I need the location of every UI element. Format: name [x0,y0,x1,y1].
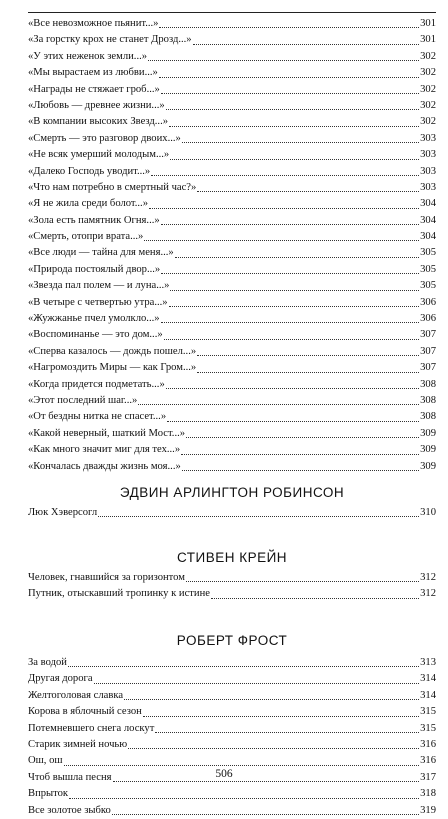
dot-leader [170,290,419,291]
dot-leader [161,93,419,94]
toc-entry [28,295,436,311]
toc-entry-page: 307 [420,329,436,341]
toc-entry-page: 308 [420,378,436,390]
toc-entry-title: Люк Хэверсогл [28,506,98,518]
toc-entry-page: 301 [420,17,436,29]
toc-entry-page: 314 [420,689,436,701]
toc-entry-page: 304 [420,214,436,226]
toc-entry [28,570,436,586]
toc-entry [28,278,436,294]
toc-entry-title: «Смерть, отопри врата...» [28,231,144,243]
toc-entry-title: Потемневшего снега лоскут [28,722,155,734]
dot-leader [161,322,420,323]
toc-entry [28,262,436,278]
toc-entry-page: 319 [420,804,436,816]
dot-leader [169,126,419,127]
toc-entry [28,49,436,65]
toc-entry-page: 306 [420,296,436,308]
toc-entry-page: 305 [420,263,436,275]
dot-leader [113,781,420,782]
toc-entry-title: «Жужжанье пчел умолкло...» [28,313,160,325]
toc-entry-page: 302 [420,67,436,79]
toc-entry-title: «Когда придется подметать...» [28,378,165,390]
dot-leader [197,191,419,192]
dot-leader [211,598,419,599]
author-heading-crane: СТИВЕН КРЕЙН [176,550,288,565]
dot-leader [170,159,419,160]
dot-leader [181,454,419,455]
toc-entry-page: 316 [420,755,436,767]
toc-entry-title: Впрыток [28,788,69,800]
dot-leader [186,581,419,582]
toc-entry-title: «Как много значит миг для тех...» [28,444,181,456]
dot-leader [182,470,419,471]
toc-entry-title: Желтоголовая славка [28,689,124,701]
dot-leader [161,273,419,274]
toc-entry [28,409,436,425]
toc-entry [28,245,436,261]
toc-entry [28,344,436,360]
dot-leader [159,27,419,28]
dot-leader [64,765,420,766]
toc-entry-page: 307 [420,362,436,374]
toc-entry-page: 315 [420,706,436,718]
toc-entry-title: Старик зимней ночью [28,738,128,750]
toc-entry-title: «Этот последний шаг...» [28,394,138,406]
toc-entry-title: «Какой неверный, шаткий Мост...» [28,427,186,439]
toc-entry-title: «Все люди — тайна для меня...» [28,247,174,259]
toc-entry [28,688,436,704]
dot-leader [186,437,419,438]
dot-leader [128,748,419,749]
dot-leader [169,306,420,307]
toc-entry-title: «Нагромоздить Миры — как Гром...» [28,362,197,374]
toc-entry-title: «Я не жила среди болот...» [28,198,148,210]
toc-entry [28,459,436,475]
toc-entry-page: 310 [420,506,436,518]
dot-leader [182,142,419,143]
toc-entry-page: 308 [420,411,436,423]
dot-leader [94,683,420,684]
dot-leader [159,77,419,78]
toc-entry [28,32,436,48]
dot-leader [112,814,419,815]
toc-entry [28,737,436,753]
toc-entry [28,16,436,32]
dot-leader [124,699,419,700]
toc-entry [28,229,436,245]
toc-entry-page: 309 [420,427,436,439]
toc-entry-title: «Сперва казалось — дождь пошел...» [28,345,197,357]
toc-entry [28,196,436,212]
toc-entry-page: 312 [420,588,436,600]
toc-entry-title: «Что нам потребно в смертный час?» [28,181,197,193]
toc-entry-page: 302 [420,50,436,62]
toc-entry [28,164,436,180]
dot-leader [148,60,419,61]
page-number: 506 [215,768,233,780]
toc-entry-page: 302 [420,99,436,111]
dot-leader [167,421,419,422]
toc-entry-title: «Смерть — это разговор двоих...» [28,132,181,144]
dot-leader [161,224,419,225]
toc-entry [28,311,436,327]
top-rule [28,12,436,13]
toc-entry-page: 303 [420,132,436,144]
toc-entry [28,586,436,602]
toc-entry-page: 304 [420,231,436,243]
toc-entry-page: 302 [420,83,436,95]
dot-leader [69,798,419,799]
toc-entry-title: Чтоб вышла песня [28,771,112,783]
toc-entry-page: 305 [420,280,436,292]
toc-section-4 [28,655,436,819]
toc-section-2 [28,505,436,521]
toc-entry [28,327,436,343]
dot-leader [143,716,419,717]
toc-entry-page: 309 [420,444,436,456]
toc-entry [28,786,436,802]
toc-entry-page: 308 [420,394,436,406]
toc-entry-title: За водой [28,656,67,668]
toc-entry-title: «За горстку крох не станет Дрозд...» [28,34,192,46]
toc-entry-title: «У этих неженок земли...» [28,50,148,62]
toc-entry-page: 303 [420,149,436,161]
toc-section-3 [28,570,436,603]
toc-entry-title: «Далеко Господь уводит...» [28,165,151,177]
toc-entry [28,655,436,671]
toc-entry-title: «Зола есть памятник Огня...» [28,214,160,226]
toc-entry [28,114,436,130]
toc-entry [28,98,436,114]
toc-entry [28,82,436,98]
toc-entry-page: 305 [420,247,436,259]
toc-entry-page: 301 [420,34,436,46]
toc-entry [28,704,436,720]
toc-entry-page: 306 [420,313,436,325]
dot-leader [193,44,420,45]
toc-entry [28,360,436,376]
toc-entry-title: «Кончалась дважды жизнь моя...» [28,460,181,472]
toc-entry-title: Другая дорога [28,673,93,685]
author-heading-frost: РОБЕРТ ФРОСТ [176,633,288,648]
dot-leader [175,257,419,258]
dot-leader [149,208,419,209]
toc-entry-title: Человек, гнавшийся за горизонтом [28,571,185,583]
toc-entry-page: 302 [420,116,436,128]
toc-entry-page: 315 [420,722,436,734]
toc-entry-title: Ош, ош [28,755,63,767]
dot-leader [166,109,419,110]
toc-entry-title: «Все невозможное пьянит...» [28,17,159,29]
toc-entry [28,180,436,196]
dot-leader [138,404,419,405]
toc-entry-title: «Природа постоялый двор...» [28,263,161,275]
dot-leader [68,666,419,667]
dot-leader [144,240,419,241]
toc-entry [28,803,436,819]
toc-entry-page: 303 [420,181,436,193]
toc-entry-title: Корова в яблочный сезон [28,706,142,718]
toc-entry-title: «Любовь — древнее жизни...» [28,99,165,111]
toc-section-1 [28,16,436,475]
toc-entry [28,671,436,687]
toc-entry-page: 303 [420,165,436,177]
toc-entry-title: «Награды не стяжает гроб...» [28,83,160,95]
toc-entry-title: «Звезда пал полем — и луна...» [28,280,170,292]
toc-entry-page: 309 [420,460,436,472]
toc-entry-page: 314 [420,673,436,685]
dot-leader [98,516,419,517]
toc-entry [28,393,436,409]
dot-leader [151,175,419,176]
dot-leader [164,339,419,340]
toc-entry [28,147,436,163]
toc-entry-page: 304 [420,198,436,210]
toc-entry-title: «Мы вырастаем из любви...» [28,67,158,79]
toc-entry [28,505,436,521]
toc-entry [28,213,436,229]
toc-entry-page: 317 [420,771,436,783]
dot-leader [197,372,419,373]
toc-entry [28,426,436,442]
toc-entry [28,377,436,393]
toc-entry-page: 312 [420,571,436,583]
dot-leader [166,388,419,389]
toc-entry [28,65,436,81]
dot-leader [197,355,419,356]
toc-entry-page: 313 [420,656,436,668]
toc-entry-title: «От бездны нитка не спасет...» [28,411,167,423]
author-heading-robinson: ЭДВИН АРЛИНГТОН РОБИНСОН [119,485,345,500]
toc-entry [28,721,436,737]
toc-entry-title: «В четыре с четвертью утра...» [28,296,168,308]
toc-entry-title: Путник, отыскавший тропинку к истине [28,588,210,600]
toc-entry-title: Все золотое зыбко [28,804,111,816]
toc-entry-page: 307 [420,345,436,357]
toc-entry [28,131,436,147]
toc-entry-page: 316 [420,738,436,750]
toc-entry-title: «Не всяк умерший молодым...» [28,149,170,161]
toc-entry [28,442,436,458]
toc-entry-title: «В компании высоких Звезд...» [28,116,169,128]
toc-entry-page: 318 [420,788,436,800]
toc-entry-title: «Воспоминанье — это дом...» [28,329,163,341]
dot-leader [155,732,419,733]
